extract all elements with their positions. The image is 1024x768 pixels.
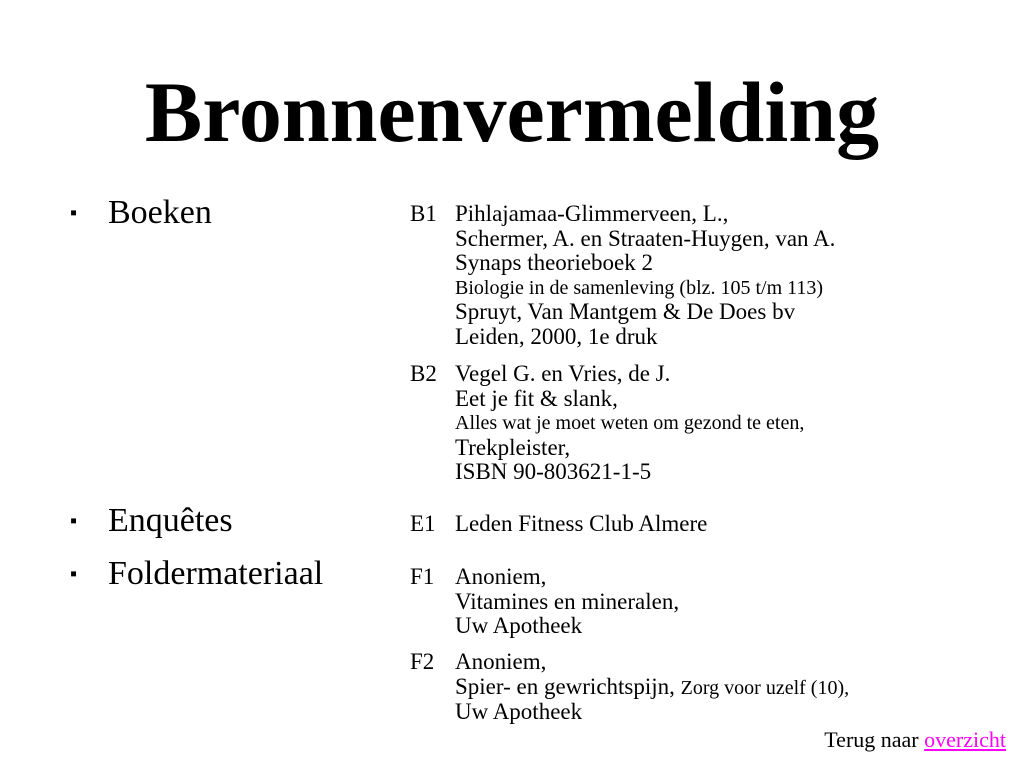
overzicht-link[interactable]: overzicht bbox=[924, 727, 1006, 752]
reference-line: Biologie in de samenleving (blz. 105 t/m 113) bbox=[455, 276, 824, 299]
reference-line: Spier- en gewrichtspijn, bbox=[455, 673, 675, 699]
category-label: Boeken bbox=[108, 194, 212, 231]
reference-line: Zorg voor uzelf (10), bbox=[680, 676, 850, 699]
reference-line: Spruyt, Van Mantgem & De Does bv bbox=[455, 299, 796, 324]
reference-line: Trekpleister, bbox=[455, 434, 571, 460]
reference-line: Alles wat je moet weten om gezond te eten, bbox=[455, 412, 805, 434]
reference-line: Synaps theorieboek 2 bbox=[455, 250, 654, 275]
reference-line: Anoniem, bbox=[455, 564, 547, 589]
reference-line: Leiden, 2000, 1e druk bbox=[455, 323, 658, 349]
square-bullet-icon: ▪ bbox=[70, 202, 78, 224]
reference-line: Vegel G. en Vries, de J. bbox=[455, 361, 671, 386]
slide-title: Bronnenvermelding bbox=[144, 64, 880, 160]
reference-code: E1 bbox=[410, 511, 436, 536]
category-label: Foldermateriaal bbox=[108, 555, 324, 592]
footer-prefix: Terug naar bbox=[824, 727, 919, 752]
reference-line: Uw Apotheek bbox=[455, 613, 583, 638]
reference-line: Vitamines en mineralen, bbox=[455, 588, 680, 614]
reference-code: F1 bbox=[410, 564, 435, 589]
reference-code: B2 bbox=[410, 361, 437, 386]
square-bullet-icon: ▪ bbox=[70, 563, 78, 585]
reference-code: F2 bbox=[410, 649, 435, 674]
reference-line-group bbox=[455, 675, 849, 701]
reference-code: B1 bbox=[410, 201, 437, 226]
reference-line: Uw Apotheek bbox=[455, 699, 583, 724]
reference-line: ISBN 90-803621-1-5 bbox=[455, 459, 652, 484]
reference-line: Pihlajamaa-Glimmerveen, L., bbox=[455, 201, 729, 226]
category-label: Enquêtes bbox=[108, 502, 233, 539]
footer-nav bbox=[824, 727, 1006, 753]
reference-line: Leden Fitness Club Almere bbox=[455, 511, 708, 536]
reference-line: Anoniem, bbox=[455, 649, 547, 674]
reference-line: Eet je fit & slank, bbox=[455, 385, 618, 411]
square-bullet-icon: ▪ bbox=[70, 510, 78, 532]
reference-line: Schermer, A. en Straaten-Huygen, van A. bbox=[455, 225, 836, 251]
